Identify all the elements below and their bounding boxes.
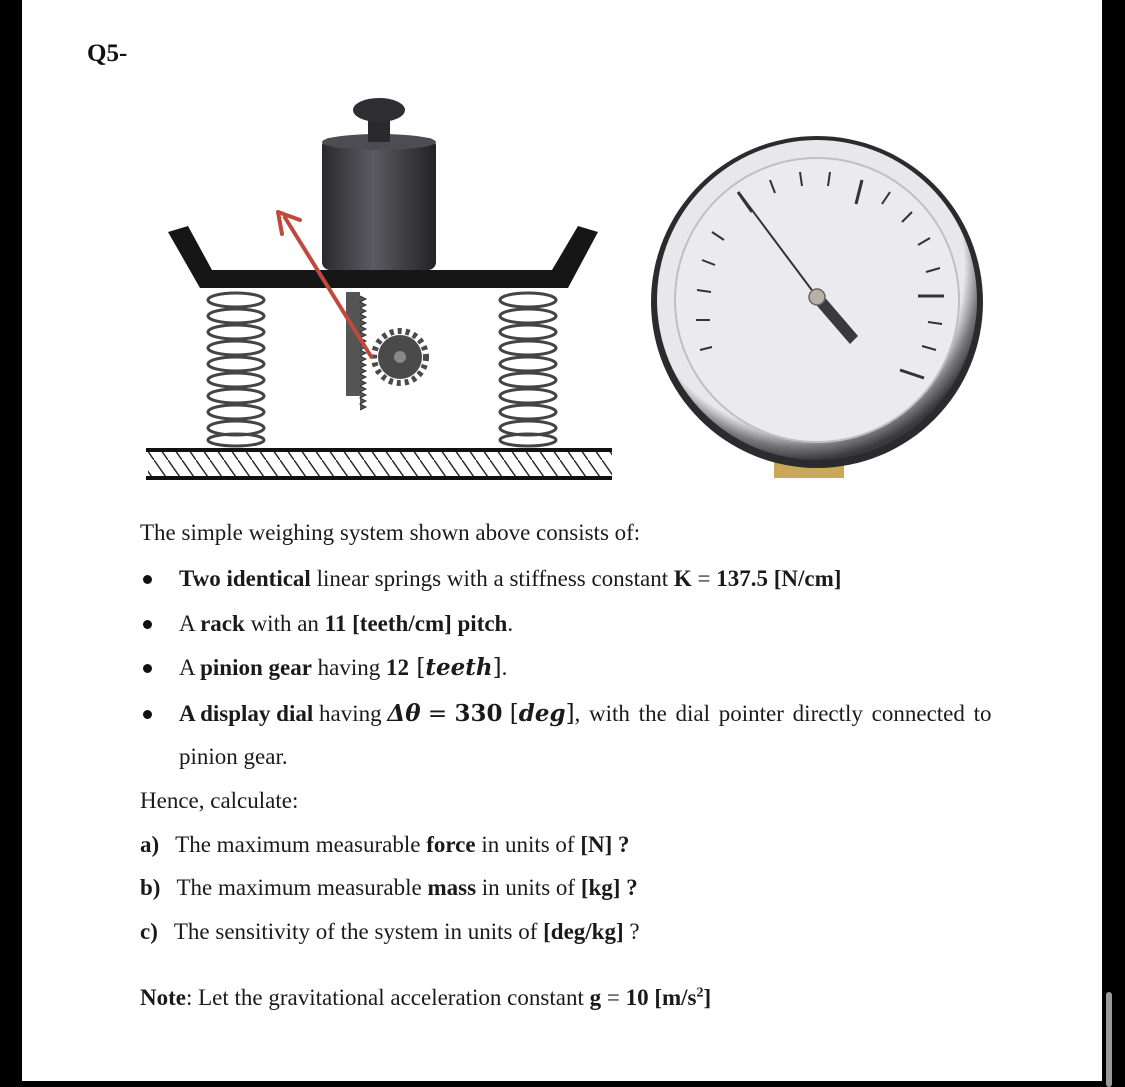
- item-springs: Two identical linear springs with a stiffness constant K = 137.5 [N/cm]: [179, 566, 842, 591]
- bullet-2: [143, 620, 152, 629]
- pinion-gear: [374, 331, 426, 383]
- left-spring: [208, 293, 264, 446]
- item-dial: A display dial having Δθ = 330 [deg], with the dial pointer directly connected to: [179, 700, 992, 727]
- item-pinion: A pinion gear having 12 [teeth].: [179, 654, 508, 681]
- hence-text: Hence, calculate:: [140, 788, 299, 813]
- bullet-1: [143, 575, 152, 584]
- ground-support: [146, 450, 612, 478]
- intro-text: The simple weighing system shown above consists of:: [140, 520, 641, 545]
- display-dial: [651, 136, 983, 478]
- weighing-system-figure: [0, 0, 1125, 500]
- part-b: b) The maximum measurable mass in units of [kg] ?: [140, 875, 638, 900]
- part-a: a) The maximum measurable force in units of [N] ?: [140, 832, 630, 857]
- question-number: Q5-: [87, 40, 128, 67]
- bullet-4: [143, 710, 152, 719]
- item-dial-line2: pinion gear.: [179, 744, 288, 769]
- weight-mass: [322, 98, 436, 270]
- note-text: Note: Let the gravitational acceleration constant g = 10 $[m/s^2]$: [140, 985, 712, 1010]
- item-rack: A rack with an 11 [teeth/cm] pitch.: [179, 611, 514, 636]
- rack: [346, 292, 366, 410]
- right-spring: [500, 293, 556, 446]
- part-c: c) The sensitivity of the system in units of [deg/kg] ?: [140, 919, 640, 944]
- scrollbar-thumb[interactable]: [1106, 992, 1112, 1087]
- bullet-3: [143, 664, 152, 673]
